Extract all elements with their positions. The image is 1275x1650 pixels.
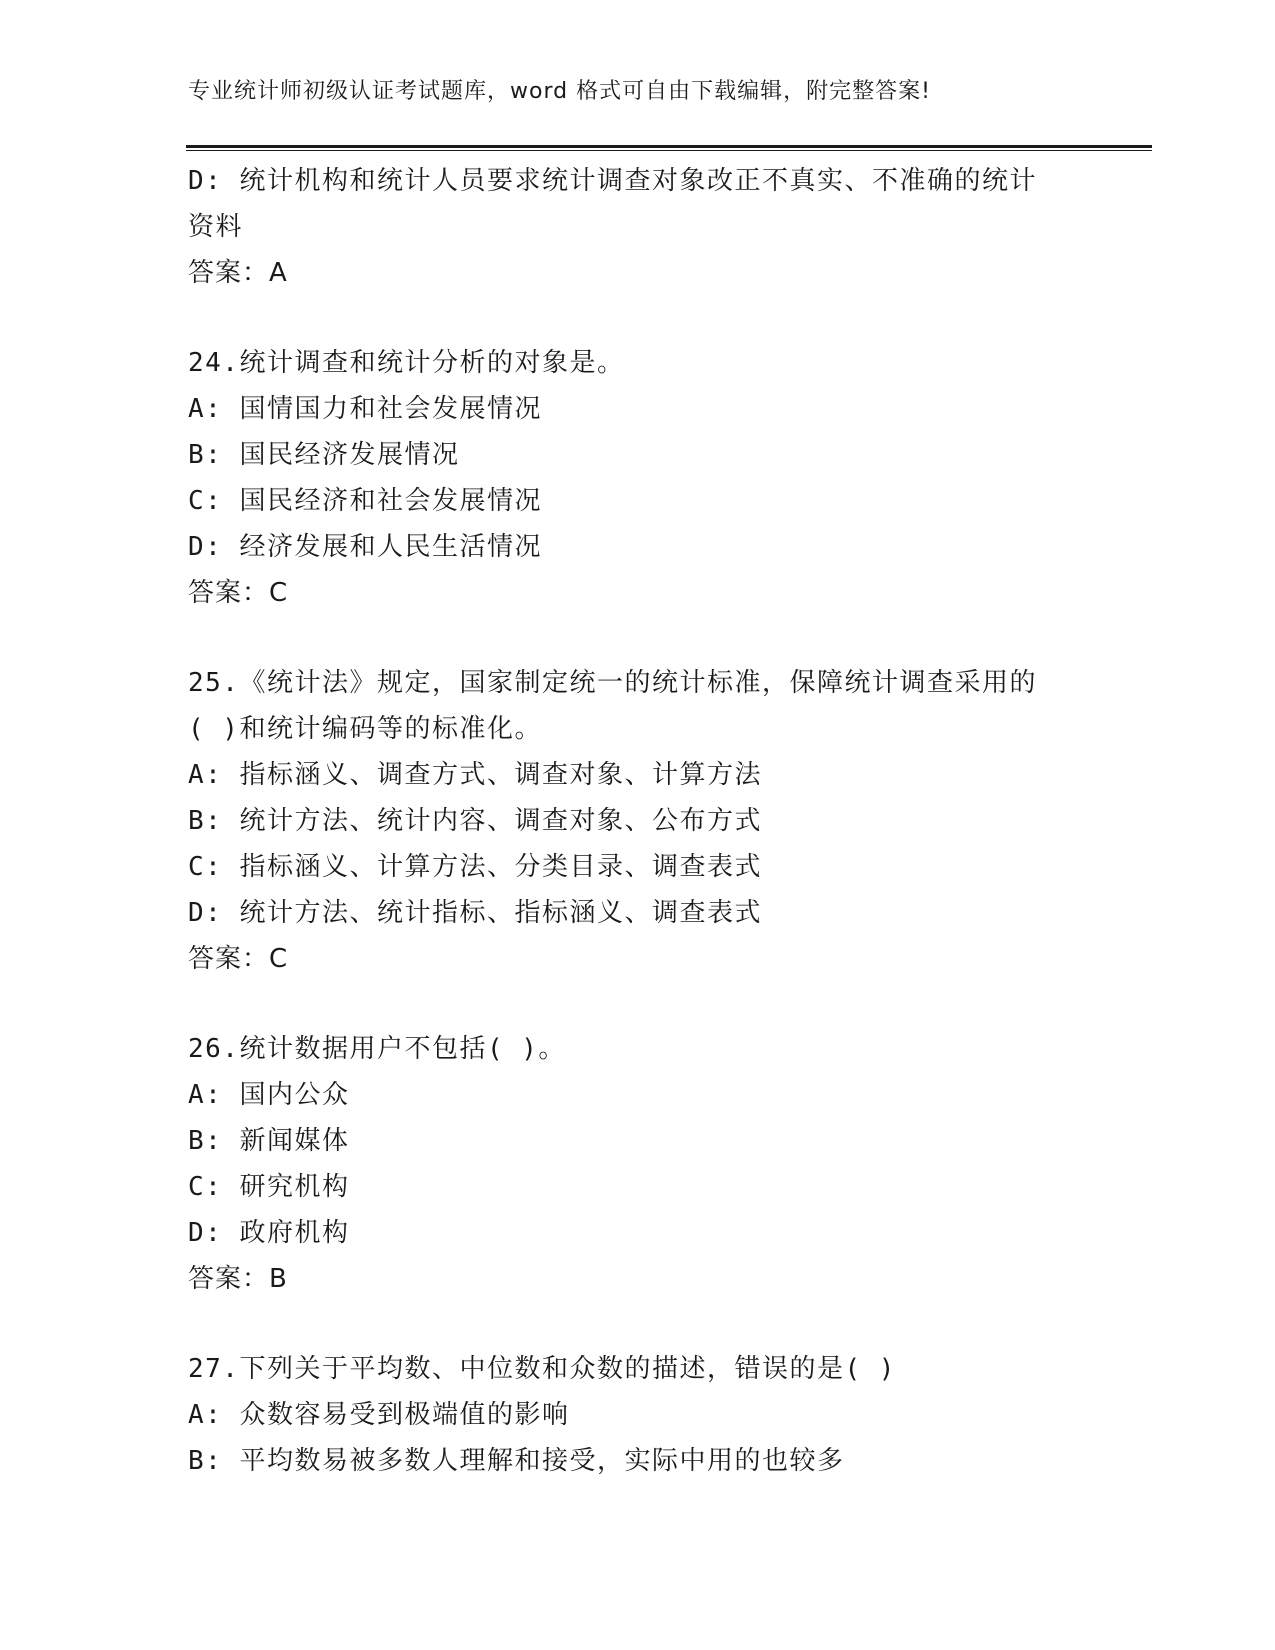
question-stem: 24.统计调查和统计分析的对象是。 (188, 348, 625, 378)
question-content (188, 158, 1088, 1484)
option-c: C: 指标涵义、计算方法、分类目录、调查表式 (188, 852, 762, 882)
answer-line: 答案：C (188, 944, 289, 974)
option-a: A: 指标涵义、调查方式、调查对象、计算方法 (188, 760, 762, 790)
option-a: A: 国内公众 (188, 1080, 350, 1110)
option-b: B: 国民经济发展情况 (188, 440, 460, 470)
document-header: 专业统计师初级认证考试题库，word 格式可自由下载编辑，附完整答案! (188, 79, 931, 104)
option-a: A: 众数容易受到极端值的影响 (188, 1400, 570, 1430)
answer-line: 答案：B (188, 1264, 288, 1294)
option-d-continued: 资料 (188, 212, 244, 242)
answer-line: 答案：C (188, 578, 289, 608)
option-a: A: 国情国力和社会发展情况 (188, 394, 542, 424)
header-rule-thin (186, 150, 1152, 151)
option-b: B: 平均数易被多数人理解和接受，实际中用的也较多 (188, 1446, 845, 1476)
option-b: B: 新闻媒体 (188, 1126, 350, 1156)
option-d: D: 统计方法、统计指标、指标涵义、调查表式 (188, 898, 762, 928)
question-stem: 27.下列关于平均数、中位数和众数的描述，错误的是( ) (188, 1354, 896, 1384)
question-stem: 25.《统计法》规定，国家制定统一的统计标准，保障统计调查采用的 (188, 668, 1037, 698)
header-rule-thick (186, 145, 1152, 148)
option-d: D: 政府机构 (188, 1218, 350, 1248)
question-stem-continued: ( )和统计编码等的标准化。 (188, 714, 542, 744)
option-b: B: 统计方法、统计内容、调查对象、公布方式 (188, 806, 762, 836)
option-d: D: 经济发展和人民生活情况 (188, 532, 542, 562)
question-stem: 26.统计数据用户不包括( )。 (188, 1034, 566, 1064)
option-c: C: 国民经济和社会发展情况 (188, 486, 542, 516)
answer-line: 答案：A (188, 258, 288, 288)
option-c: C: 研究机构 (188, 1172, 350, 1202)
option-d: D: 统计机构和统计人员要求统计调查对象改正不真实、不准确的统计 (188, 166, 1037, 196)
